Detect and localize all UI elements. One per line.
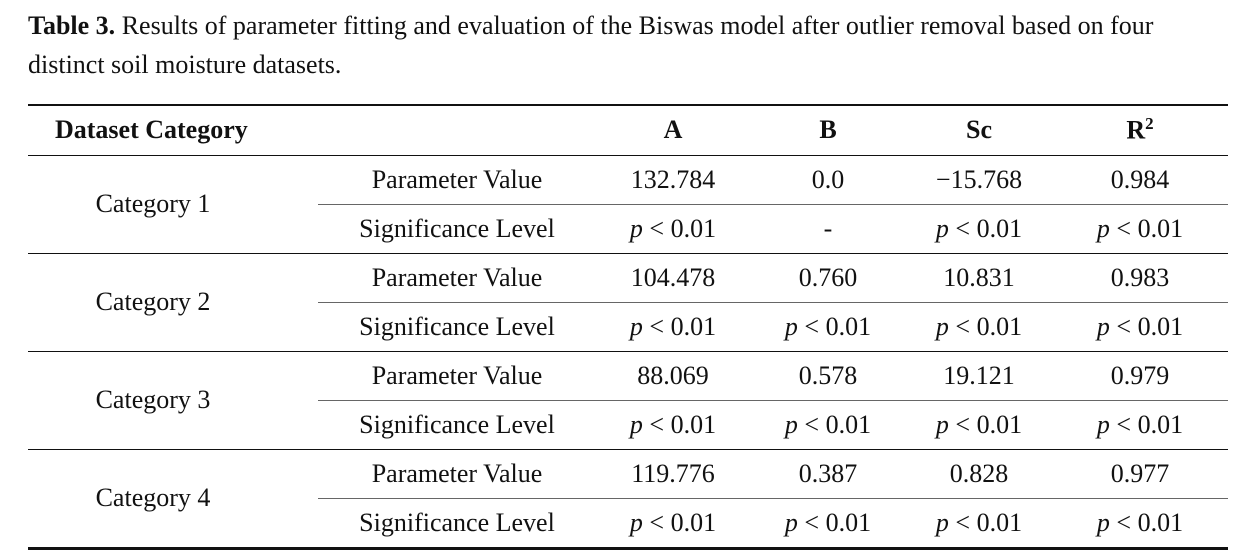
- parameter-value-cell: 10.831: [906, 253, 1052, 302]
- parameter-value-cell: −15.768: [906, 155, 1052, 204]
- significance-cell: p < 0.01: [784, 507, 872, 537]
- parameter-value-cell: 0.387: [750, 449, 906, 498]
- significance-level-label: Significance Level: [359, 311, 555, 341]
- header-r2: [1052, 105, 1228, 155]
- significance-cell: p < 0.01: [935, 409, 1023, 439]
- significance-cell: p < 0.01: [1096, 409, 1184, 439]
- category-label: Category 2: [95, 287, 211, 316]
- significance-cell: p < 0.01: [784, 409, 872, 439]
- significance-cell: p < 0.01: [629, 409, 717, 439]
- header-r2-base: R: [1126, 116, 1146, 146]
- parameter-value-cell: 119.776: [596, 449, 750, 498]
- significance-cell: p < 0.01: [935, 213, 1023, 243]
- parameter-value-label: Parameter Value: [318, 449, 596, 498]
- parameter-value-cell: 0.760: [750, 253, 906, 302]
- category-label: Category 3: [95, 385, 211, 414]
- table-row-parameter: [28, 449, 1228, 498]
- parameter-value-cell: 0.0: [750, 155, 906, 204]
- significance-cell: p < 0.01: [1096, 213, 1184, 243]
- header-sc: Sc: [966, 115, 992, 145]
- table-caption: [28, 6, 1233, 84]
- significance-level-label: Significance Level: [359, 507, 555, 537]
- header-b: B: [819, 115, 837, 145]
- parameter-value-label: Parameter Value: [318, 253, 596, 302]
- significance-cell: p < 0.01: [629, 311, 717, 341]
- significance-cell: p < 0.01: [1096, 507, 1184, 537]
- significance-cell: p < 0.01: [629, 213, 717, 243]
- parameter-value-cell: 0.977: [1052, 449, 1228, 498]
- category-label: Category 1: [95, 189, 211, 218]
- parameter-value-label: Parameter Value: [318, 351, 596, 400]
- parameter-value-cell: 0.578: [750, 351, 906, 400]
- header-dataset-category: Dataset Category: [55, 115, 248, 145]
- parameter-value-cell: 88.069: [596, 351, 750, 400]
- parameter-value-label: Parameter Value: [318, 155, 596, 204]
- table-caption-text: Results of parameter fitting and evaluation of the Biswas model after outlier removal based on four distinct soil moisture datasets.: [28, 11, 1154, 79]
- table-body: [28, 155, 1228, 548]
- significance-cell: p < 0.01: [935, 311, 1023, 341]
- significance-cell: p < 0.01: [935, 507, 1023, 537]
- significance-cell: p < 0.01: [1096, 311, 1184, 341]
- table-label: Table 3.: [28, 11, 116, 40]
- header-a: A: [663, 115, 683, 145]
- header-blank: [318, 105, 596, 155]
- significance-cell: p < 0.01: [629, 507, 717, 537]
- parameter-value-cell: 0.983: [1052, 253, 1228, 302]
- category-label: Category 4: [95, 483, 211, 512]
- parameter-value-cell: 0.984: [1052, 155, 1228, 204]
- significance-cell: -: [823, 213, 833, 243]
- results-table: [28, 104, 1228, 550]
- parameter-value-cell: 104.478: [596, 253, 750, 302]
- parameter-value-cell: 132.784: [596, 155, 750, 204]
- table-header-row: [28, 105, 1228, 155]
- table-row-parameter: [28, 351, 1228, 400]
- significance-level-label: Significance Level: [359, 213, 555, 243]
- significance-cell: p < 0.01: [784, 311, 872, 341]
- header-r2-sup: 2: [1145, 114, 1154, 134]
- parameter-value-cell: 0.979: [1052, 351, 1228, 400]
- table-row-parameter: [28, 155, 1228, 204]
- table-row-parameter: [28, 253, 1228, 302]
- parameter-value-cell: 0.828: [906, 449, 1052, 498]
- parameter-value-cell: 19.121: [906, 351, 1052, 400]
- significance-level-label: Significance Level: [359, 409, 555, 439]
